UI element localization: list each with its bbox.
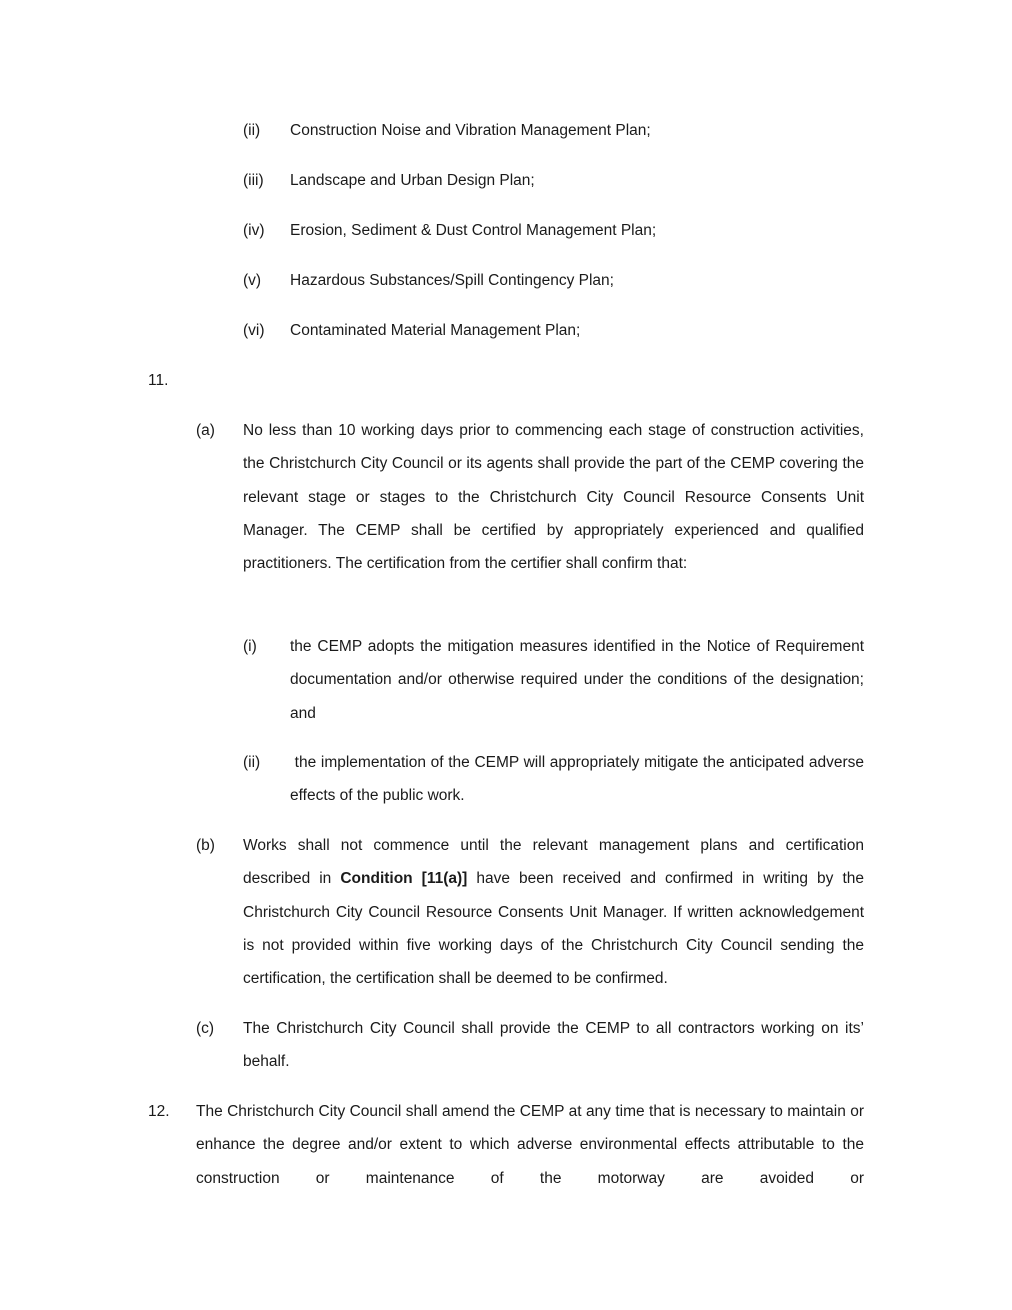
clause-text-before: Works shall not commence until the relevant management plans and certification described in bbox=[243, 837, 864, 888]
clause-label: (a) bbox=[196, 422, 215, 439]
list-item-number: (iv) bbox=[243, 222, 265, 239]
subclause-text: the implementation of the CEMP will appropriately mitigate the anticipated adverse effects of the public work. bbox=[290, 754, 869, 805]
condition-reference: Condition [11(a)] bbox=[340, 870, 468, 888]
subclause-label: (ii) bbox=[243, 754, 261, 771]
clause-text: No less than 10 working days prior to commencing each stage of construction activities, the Christchurch City Council or its agents shall provide the part of the CEMP covering the relevant stage or stages to the Christchurch City Council Resource Consents Unit Manager. The CEMP shall be certified by appropriately experienced and qualified practitioners. The certification from the certifier shall confirm that: bbox=[243, 422, 864, 573]
list-item-text: Landscape and Urban Design Plan; bbox=[290, 172, 535, 189]
list-item-number: (iii) bbox=[243, 172, 264, 189]
clause-text: The Christchurch City Council shall provide the CEMP to all contractors working on its’ behalf. bbox=[243, 1020, 864, 1071]
list-item-number: (ii) bbox=[243, 122, 261, 139]
clause-label: (c) bbox=[196, 1020, 215, 1037]
list-item-number: (v) bbox=[243, 272, 262, 289]
list-item-text: Contaminated Material Management Plan; bbox=[290, 322, 581, 339]
condition-number: 12. bbox=[148, 1103, 170, 1120]
condition-number: 11. bbox=[148, 372, 169, 389]
clause-text-after: have been received and confirmed in writing by the Christchurch City Council Resource Consents Unit Manager. If written acknowledgement is not provided within five working days of the Christchurch City Council sending the certification, the certification shall be deemed to be confirmed. bbox=[243, 870, 864, 988]
condition-text: The Christchurch City Council shall amend the CEMP at any time that is necessary to maintain or enhance the degree and/or extent to which adverse environmental effects attributable to the construction or maintenance of the motorway are avoided or bbox=[196, 1103, 864, 1187]
clause-label: (b) bbox=[196, 837, 215, 854]
subclause-text: the CEMP adopts the mitigation measures identified in the Notice of Requirement documentation and/or otherwise required under the conditions of the designation; and bbox=[290, 638, 864, 722]
list-item-text: Construction Noise and Vibration Management Plan; bbox=[290, 122, 651, 139]
clause-text bbox=[243, 829, 864, 995]
list-item-text: Erosion, Sediment & Dust Control Management Plan; bbox=[290, 222, 657, 239]
subclause-label: (i) bbox=[243, 638, 257, 655]
list-item-number: (vi) bbox=[243, 322, 265, 339]
list-item-text: Hazardous Substances/Spill Contingency Plan; bbox=[290, 272, 614, 289]
